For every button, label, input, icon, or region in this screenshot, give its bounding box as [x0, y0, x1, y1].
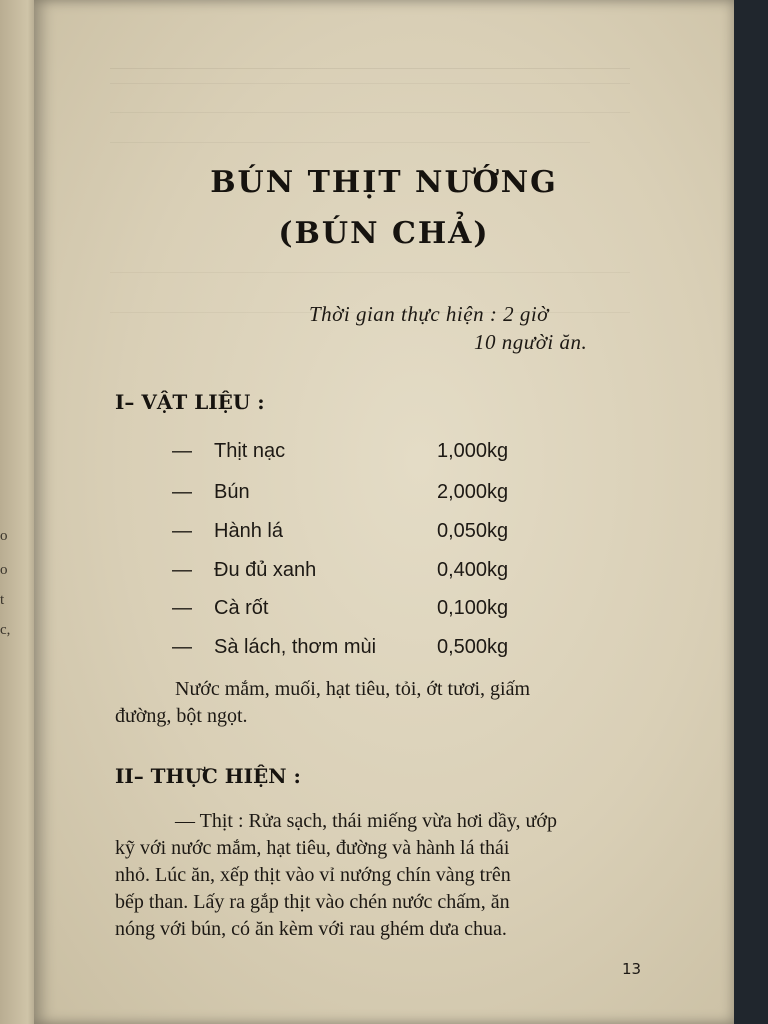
left-page-fragment: o	[0, 562, 8, 578]
ingredient-row	[172, 520, 532, 550]
ingredient-quantity: 0,050kg	[437, 520, 509, 542]
ingredient-quantity: 0,500kg	[437, 636, 509, 658]
list-dash: —	[172, 636, 192, 658]
text-line: nóng với bún, có ăn kèm với rau ghém dưa chua.	[115, 918, 507, 940]
list-dash: —	[172, 440, 192, 462]
ingredient-row	[172, 481, 532, 511]
list-dash: —	[172, 559, 192, 581]
ingredient-row	[172, 440, 532, 470]
section-heading-ingredients: I– VẬT LIỆU :	[115, 390, 265, 414]
ingredient-name: Cà rốt	[214, 597, 269, 619]
servings: 10 người ăn.	[474, 330, 588, 354]
ingredient-row	[172, 636, 532, 666]
recipe-subtitle: (BÚN CHẢ)	[278, 216, 490, 251]
ingredient-name: Đu đủ xanh	[214, 559, 317, 581]
text-line: đường, bột ngọt.	[115, 705, 248, 727]
left-page-fragment: t	[0, 592, 5, 608]
ingredient-quantity: 2,000kg	[437, 481, 509, 503]
ingredient-quantity: 0,100kg	[437, 597, 509, 619]
list-dash: —	[172, 481, 192, 503]
text-line: kỹ với nước mắm, hạt tiêu, đường và hành lá thái	[115, 837, 510, 859]
left-page-fragment: c,	[0, 622, 11, 638]
preparation-time: Thời gian thực hiện : 2 giờ	[309, 302, 549, 326]
text-line: Nước mắm, muối, hạt tiêu, tỏi, ớt tươi, giấm	[175, 678, 531, 700]
text-line: — Thịt : Rửa sạch, thái miếng vừa hơi dầy, ướp	[175, 810, 557, 832]
text-line: nhỏ. Lúc ăn, xếp thịt vào vỉ nướng chín vàng trên	[115, 864, 511, 886]
ingredient-name: Hành lá	[214, 520, 283, 542]
ingredient-name: Thịt nạc	[214, 440, 286, 462]
ingredient-name: Sà lách, thơm mùi	[214, 636, 377, 658]
ingredient-name: Bún	[214, 481, 250, 503]
method-paragraph	[115, 808, 650, 943]
ingredient-row	[172, 559, 532, 589]
recipe-title: BÚN THỊT NƯỚNG	[210, 165, 558, 200]
ingredient-quantity: 0,400kg	[437, 559, 509, 581]
left-page-fragment: o	[0, 528, 8, 544]
list-dash: —	[172, 520, 192, 542]
list-dash: —	[172, 597, 192, 619]
text-line: bếp than. Lấy ra gắp thịt vào chén nước chấm, ăn	[115, 891, 510, 913]
section-heading-method: II– THỰC HIỆN :	[115, 764, 301, 788]
background-surface	[734, 0, 768, 1024]
seasoning-paragraph	[115, 676, 650, 730]
ingredient-row	[172, 597, 532, 627]
ingredient-quantity: 1,000kg	[437, 440, 509, 462]
page-number: 13	[622, 960, 642, 978]
